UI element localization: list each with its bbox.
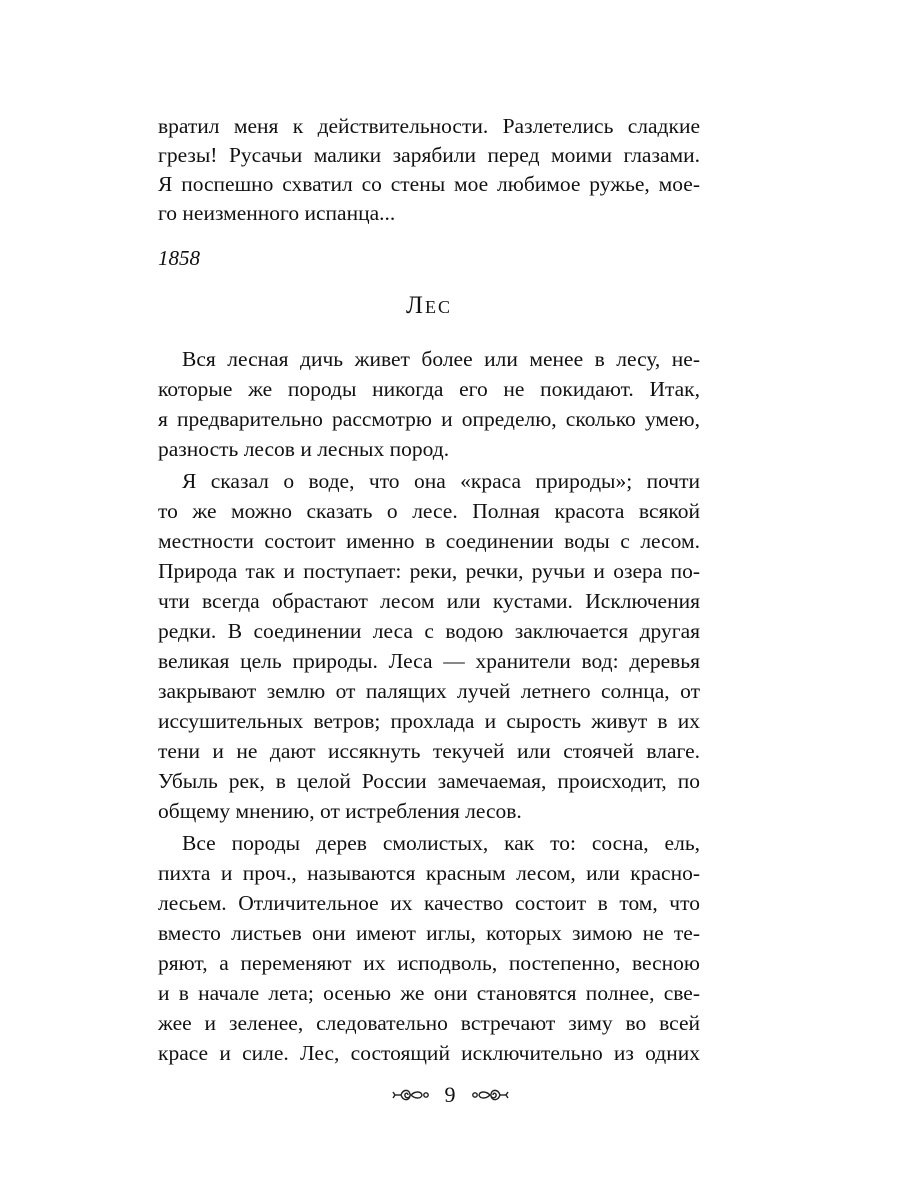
text-line: иссушительных ветров; прохлада и сырость живут в их — [158, 709, 700, 733]
text-line: красе и силе. Лес, состоящий исключительно из одних — [158, 1041, 700, 1065]
chapter-title: Лес — [406, 292, 452, 319]
text-line: грезы! Русачьи малики зарябили перед моими глазами. — [158, 143, 700, 167]
text-line: редки. В соединении леса с водою заключается другая — [158, 619, 700, 643]
text-line: которые же породы никогда его не покидают. Итак, — [158, 377, 700, 401]
text-line: тени и не дают иссякнуть текучей или стоячей влаге. — [158, 739, 700, 763]
text-line: лесьем. Отличительное их качество состоит в том, что — [158, 891, 700, 915]
text-line: разность лесов и лесных пород. — [158, 437, 450, 461]
text-line: Убыль рек, в целой России замечаемая, происходит, по — [158, 769, 700, 793]
text-line: вратил меня к действительности. Разлетелись сладкие — [158, 114, 700, 138]
text-line: и в начале лета; осенью же они становятся полнее, све- — [158, 981, 700, 1005]
floral-ornament-icon — [470, 1082, 510, 1108]
text-line: пихта и проч., называются красным лесом, или красно- — [158, 861, 700, 885]
text-line: великая цель природы. Леса — хранители вод: деревья — [158, 649, 700, 673]
floral-ornament-icon — [391, 1082, 431, 1108]
text-line: Я поспешно схватил со стены мое любимое ружье, мое- — [158, 172, 700, 196]
text-line: общему мнению, от истребления лесов. — [158, 799, 522, 823]
page-number: 9 — [444, 1082, 456, 1107]
text-line: местности состоит именно в соединении воды с лесом. — [158, 529, 700, 553]
text-line: закрывают землю от палящих лучей летнего солнца, от — [158, 679, 700, 703]
text-line: чти всегда обрастают лесом или кустами. Исключения — [158, 589, 700, 613]
text-line: Все породы дерев смолистых, как то: сосна, ель, — [182, 831, 700, 855]
text-line: я предварительно рассмотрю и определю, сколько умею, — [158, 407, 700, 431]
text-line: Я сказал о воде, что она «краса природы»; почти — [182, 469, 700, 493]
text-line: вместо листьев они имеют иглы, которых зимою не те- — [158, 921, 700, 945]
text-line: го неизменного испанца... — [158, 201, 396, 225]
page-footer — [0, 1082, 900, 1118]
text-line: жее и зеленее, следовательно встречают зиму во всей — [158, 1011, 700, 1035]
text-line: Вся лесная дичь живет более или менее в лесу, не- — [182, 347, 700, 371]
text-line: Природа так и поступает: реки, речки, ручьи и озера по- — [158, 559, 700, 583]
text-line: ряют, а переменяют их исподволь, постепенно, весною — [158, 951, 700, 975]
text-line: то же можно сказать о лесе. Полная красота всякой — [158, 499, 700, 523]
date-line: 1858 — [158, 246, 200, 270]
